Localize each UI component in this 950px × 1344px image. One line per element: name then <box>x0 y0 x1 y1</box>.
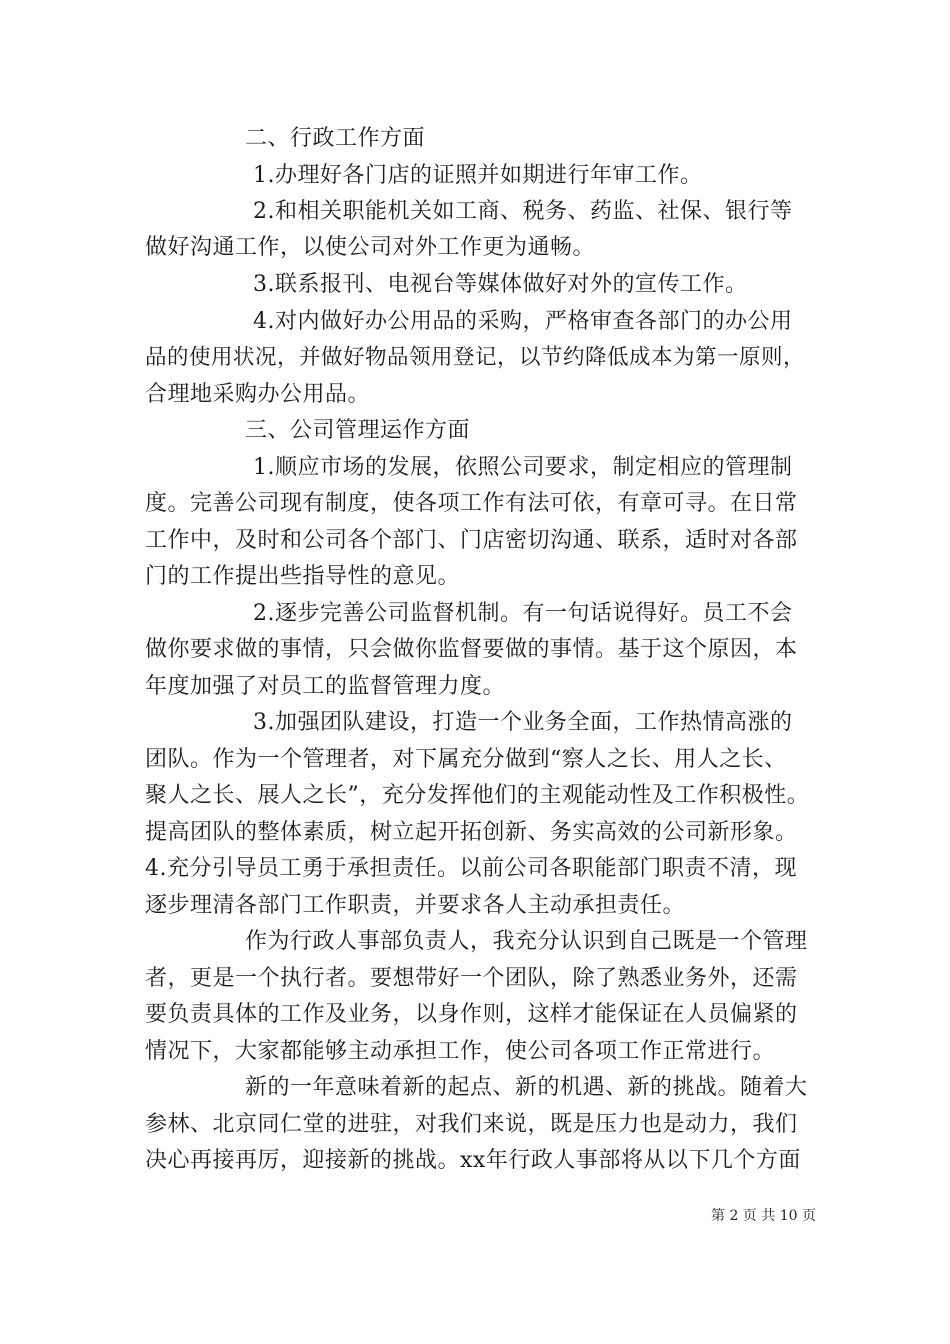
paragraph-line: 情况下，大家都能够主动承担工作，使公司各项工作正常进行。 <box>145 1039 776 1064</box>
paragraph-line: 聚人之长、展人之长”，充分发挥他们的主观能动性及工作积极性。 <box>145 783 810 808</box>
paragraph-line: 1.顺应市场的发展，依照公司要求，制定相应的管理制 <box>253 455 793 480</box>
paragraph-line: 作为行政人事部负责人，我充分认识到自己既是一个管理 <box>245 929 808 954</box>
paragraph-line: 团队。作为一个管理者，对下属充分做到“察人之长、用人之长、 <box>145 747 787 772</box>
paragraph-line: 4.充分引导员工勇于承担责任。以前公司各职能部门职责不清，现 <box>145 856 797 881</box>
page-number-footer: 第 2 页 共 10 页 <box>711 1208 816 1224</box>
paragraph-line: 新的一年意味着新的起点、新的机遇、新的挑战。随着大 <box>245 1075 808 1100</box>
paragraph-line: 1.办理好各门店的证照并如期进行年审工作。 <box>253 163 703 188</box>
paragraph-line: 者，更是一个执行者。要想带好一个团队，除了熟悉业务外，还需 <box>145 966 798 991</box>
paragraph-line: 参林、北京同仁堂的进驻，对我们来说，既是压力也是动力，我们 <box>145 1112 798 1137</box>
paragraph-line: 度。完善公司现有制度，使各项工作有法可依，有章可寻。在日常 <box>145 491 798 516</box>
paragraph-line: 4.对内做好办公用品的采购，严格审查各部门的办公用 <box>253 309 793 334</box>
paragraph-line: 3.加强团队建设，打造一个业务全面，工作热情高涨的 <box>253 710 793 735</box>
paragraph-line: 要负责具体的工作及业务，以身作则，这样才能保证在人员偏紧的 <box>145 1002 798 1027</box>
section-heading-management: 三、公司管理运作方面 <box>245 418 471 443</box>
paragraph-line: 3.联系报刊、电视台等媒体做好对外的宣传工作。 <box>253 272 748 297</box>
paragraph-line: 工作中，及时和公司各个部门、门店密切沟通、联系，适时对各部 <box>145 528 798 553</box>
paragraph-line: 品的使用状况，并做好物品领用登记，以节约降低成本为第一原则， <box>145 345 806 370</box>
paragraph-line: 决心再接再厉，迎接新的挑战。xx年行政人事部将从以下几个方面 <box>145 1148 801 1173</box>
paragraph-line: 年度加强了对员工的监督管理力度。 <box>145 674 506 699</box>
paragraph-line: 做好沟通工作，以使公司对外工作更为通畅。 <box>145 235 596 260</box>
paragraph-line: 门的工作提出些指导性的意见。 <box>145 564 461 589</box>
paragraph-line: 做你要求做的事情，只会做你监督要做的事情。基于这个原因，本 <box>145 637 798 662</box>
section-heading-admin: 二、行政工作方面 <box>245 126 426 151</box>
paragraph-line: 提高团队的整体素质，树立起开拓创新、务实高效的公司新形象。 <box>145 820 798 845</box>
paragraph-line: 逐步理清各部门工作职责，并要求各人主动承担责任。 <box>145 893 686 918</box>
paragraph-line: 合理地采购办公用品。 <box>145 382 371 407</box>
paragraph-line: 2.逐步完善公司监督机制。有一句话说得好。员工不会 <box>253 601 793 626</box>
paragraph-line: 2.和相关职能机关如工商、税务、药监、社保、银行等 <box>253 199 793 224</box>
